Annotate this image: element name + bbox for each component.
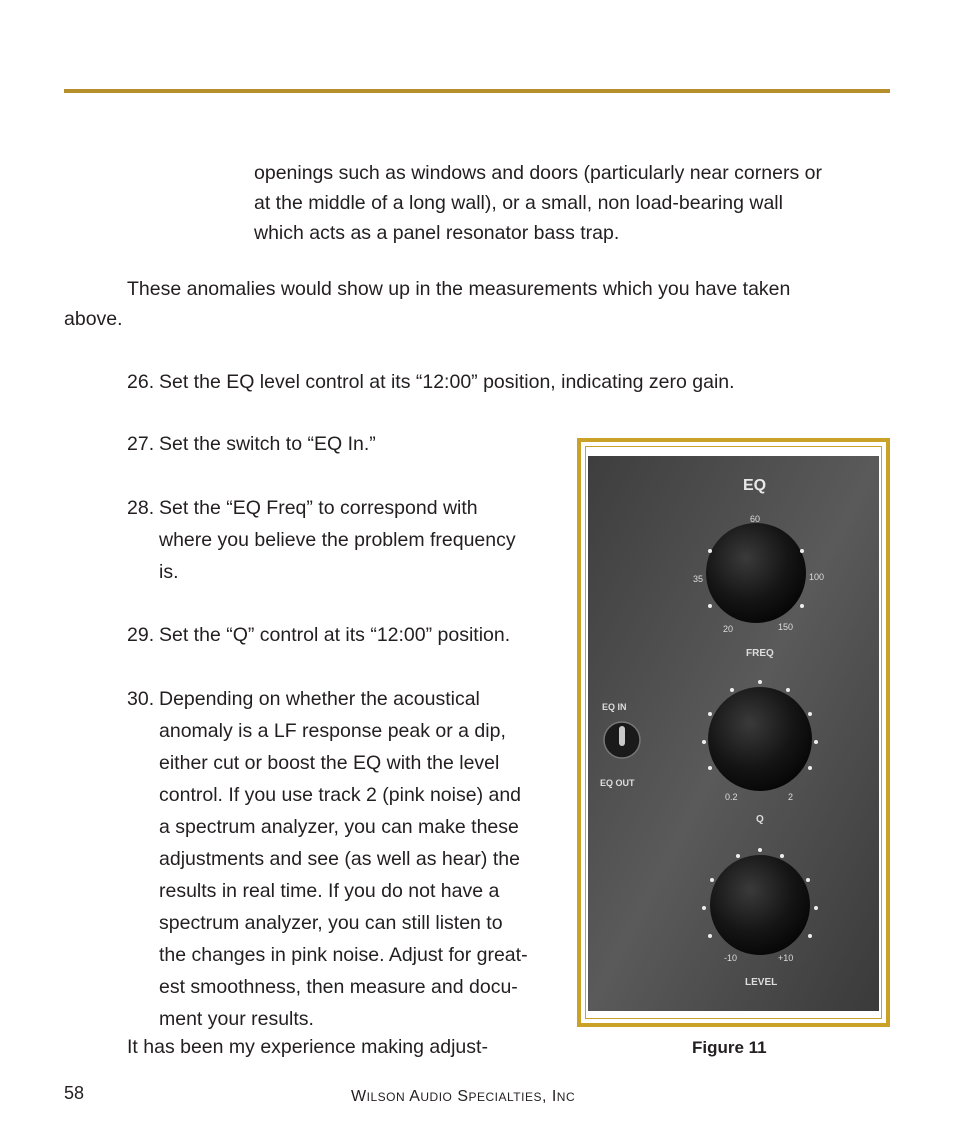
step-text: Set the “EQ Freq” to correspond with — [159, 497, 478, 519]
level-label: LEVEL — [745, 977, 778, 988]
footer-small: ILSON — [366, 1090, 406, 1104]
footer-small: UDIO — [420, 1090, 453, 1104]
tick-dot — [808, 934, 812, 938]
freq-tick-60: 60 — [750, 514, 761, 524]
q-tick-low: 0.2 — [725, 792, 738, 802]
freq-tick-35: 35 — [693, 574, 704, 584]
q-tick-high: 2 — [788, 792, 794, 802]
footer-cap: I — [551, 1088, 557, 1105]
footer-small: PECIALTIES — [468, 1090, 542, 1104]
footer-cap: W — [351, 1088, 367, 1105]
text-line: openings such as windows and doors (particularly near corners or — [254, 162, 822, 184]
eq-label: EQ — [743, 477, 767, 494]
tick-dot — [800, 604, 804, 608]
step-number: 30. — [127, 688, 155, 710]
freq-knob[interactable] — [706, 523, 806, 623]
step-text: where you believe the problem frequency — [159, 529, 516, 551]
level-tick-low: -10 — [724, 953, 738, 963]
paragraph-line: These anomalies would show up in the measurements which you have taken — [127, 278, 791, 300]
tick-dot — [702, 740, 706, 744]
step-number: 29. — [127, 624, 155, 646]
step-text: a spectrum analyzer, you can make these — [159, 816, 519, 838]
step-text: the changes in pink noise. Adjust for great- — [159, 944, 528, 966]
eq-panel-photo — [588, 456, 879, 1011]
tick-dot — [800, 549, 804, 553]
footer-cap: S — [457, 1088, 469, 1105]
step-text: control. If you use track 2 (pink noise) and — [159, 784, 522, 806]
step-number: 28. — [127, 497, 155, 519]
step-text: Set the switch to “EQ In.” — [159, 433, 376, 455]
tick-dot — [708, 712, 712, 716]
tick-dot — [758, 680, 762, 684]
step-number: 26. — [127, 371, 155, 393]
figure-11-frame — [577, 438, 890, 1027]
step-text: is. — [159, 561, 179, 583]
continuation-paragraph — [254, 158, 822, 248]
footer-sep: , — [541, 1088, 552, 1105]
text-line: which acts as a panel resonator bass trap. — [254, 222, 620, 244]
freq-tick-100: 100 — [809, 572, 825, 582]
freq-tick-150: 150 — [778, 622, 794, 632]
footer-cap: A — [409, 1088, 421, 1105]
step-text: either cut or boost the EQ with the level — [159, 752, 500, 774]
toggle-lever — [619, 726, 625, 746]
step-text: anomaly is a LF response peak or a dip, — [159, 720, 506, 742]
tick-dot — [786, 688, 790, 692]
step-text: adjustments and see (as well as hear) the — [159, 848, 520, 870]
step-text: Depending on whether the acoustical — [159, 688, 480, 710]
switch-label-in: EQ IN — [602, 702, 627, 712]
tick-dot — [814, 906, 818, 910]
tick-dot — [708, 934, 712, 938]
level-tick-high: +10 — [778, 953, 794, 963]
footer-company — [351, 1088, 575, 1106]
trailing-line: It has been my experience making adjust- — [127, 1036, 488, 1058]
tick-dot — [780, 854, 784, 858]
tick-dot — [710, 878, 714, 882]
step-text: results in real time. If you do not have a — [159, 880, 500, 902]
paragraph-line: above. — [64, 308, 123, 330]
tick-dot — [814, 740, 818, 744]
q-label: Q — [756, 814, 764, 825]
tick-dot — [708, 604, 712, 608]
tick-dot — [702, 906, 706, 910]
step-text: Set the “Q” control at its “12:00” position. — [159, 624, 511, 646]
tick-dot — [806, 878, 810, 882]
text-line: at the middle of a long wall), or a small, non load-bearing wall — [254, 192, 783, 214]
freq-label: FREQ — [746, 648, 774, 659]
q-knob[interactable] — [708, 687, 812, 791]
tick-dot — [708, 549, 712, 553]
level-knob[interactable] — [710, 855, 810, 955]
figure-caption: Figure 11 — [692, 1038, 767, 1057]
step-text: spectrum analyzer, you can still listen to — [159, 912, 503, 934]
tick-dot — [758, 848, 762, 852]
step-text: ment your results. — [159, 1008, 314, 1030]
tick-dot — [708, 766, 712, 770]
tick-dot — [808, 766, 812, 770]
step-text: Set the EQ level control at its “12:00” position, indicating zero gain. — [159, 371, 735, 393]
tick-dot — [736, 854, 740, 858]
step-text: est smoothness, then measure and docu- — [159, 976, 518, 998]
switch-label-out: EQ OUT — [600, 778, 635, 788]
header-rule — [64, 89, 890, 93]
freq-tick-20: 20 — [723, 624, 734, 634]
tick-dot — [730, 688, 734, 692]
footer-small: NC — [556, 1090, 576, 1104]
step-number: 27. — [127, 433, 155, 455]
page-number: 58 — [64, 1083, 85, 1103]
tick-dot — [808, 712, 812, 716]
